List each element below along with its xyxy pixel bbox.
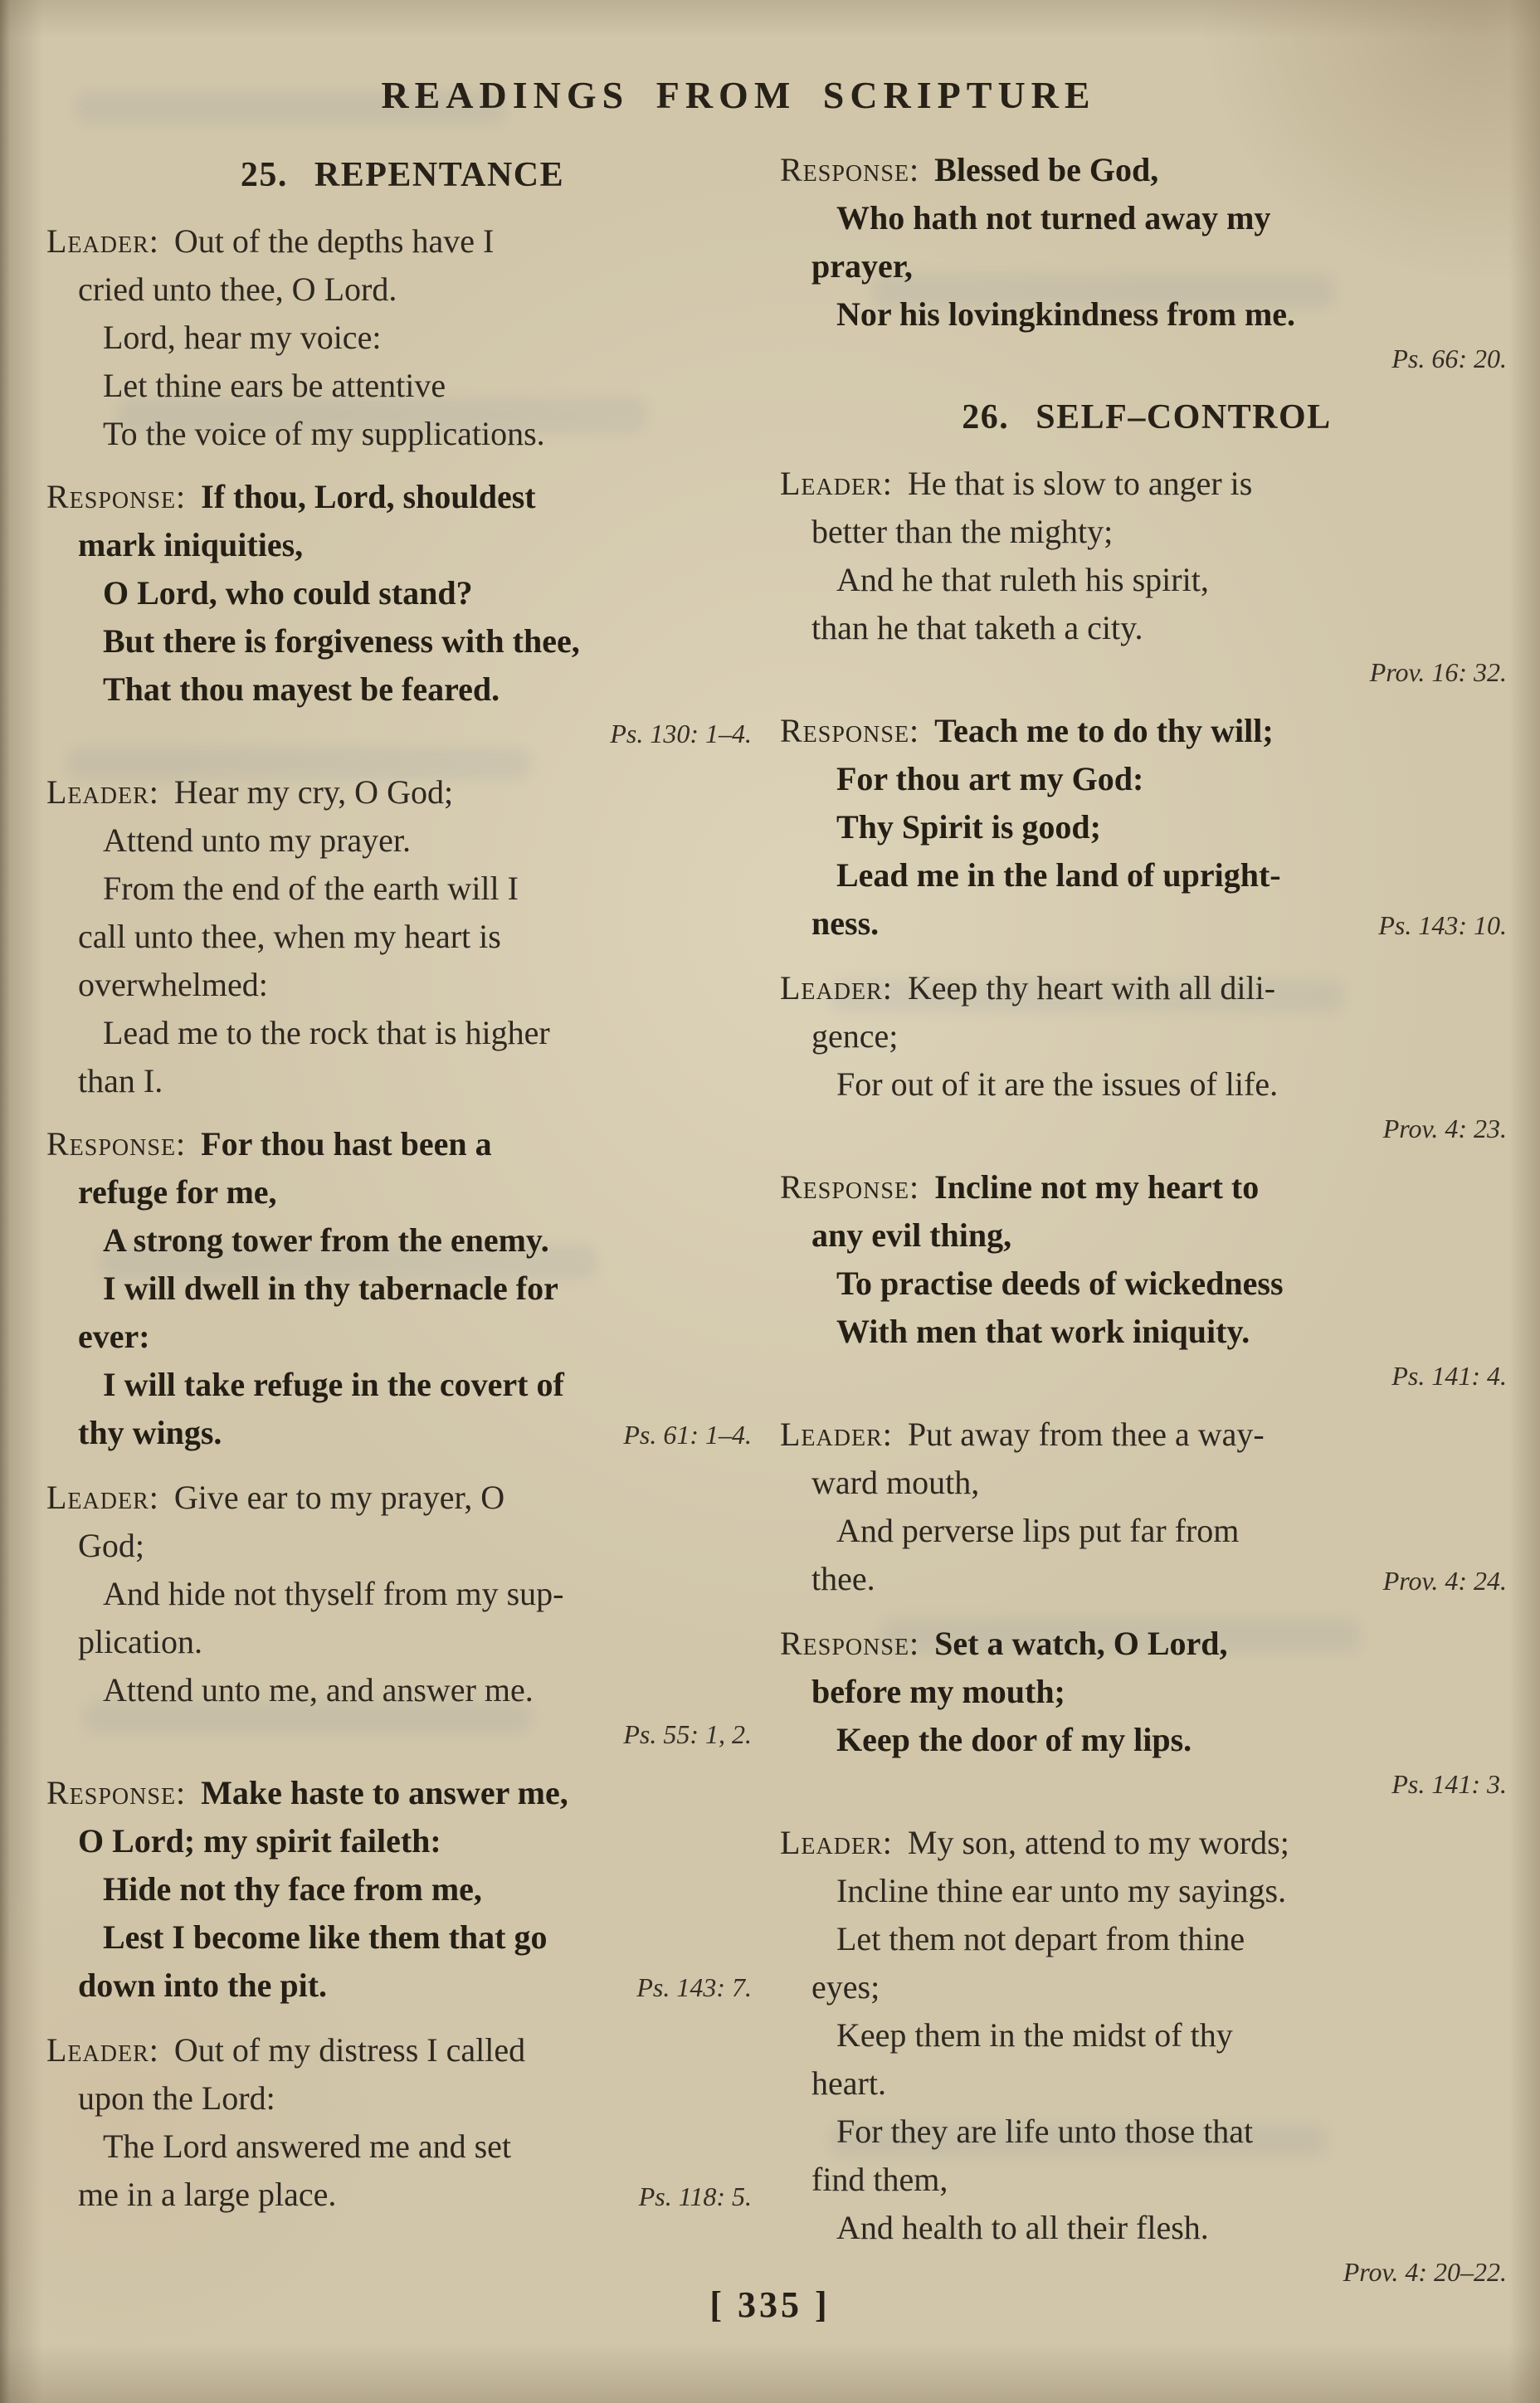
verse-text: And perverse lips put far from bbox=[836, 1512, 1240, 1549]
scripture-ref: Ps. 66: 20. bbox=[1391, 344, 1507, 373]
verse-text: And hide not thyself from my sup- bbox=[103, 1575, 564, 1612]
verse-text: thee. bbox=[811, 1560, 875, 1597]
verse-line bbox=[46, 569, 758, 617]
verse-text: To practise deeds of wickedness bbox=[836, 1265, 1284, 1302]
speaker-label: Response: bbox=[780, 712, 920, 749]
verse-line bbox=[46, 1769, 758, 1817]
utterance bbox=[780, 707, 1513, 949]
verse-line bbox=[780, 1555, 1513, 1605]
verse-line bbox=[780, 899, 1513, 949]
verse-line bbox=[46, 1168, 758, 1216]
verse-text: mark iniquities, bbox=[78, 526, 304, 563]
verse-line bbox=[46, 410, 758, 458]
scripture-ref: Ps. 61: 1–4. bbox=[623, 1420, 752, 1450]
utterance bbox=[780, 1620, 1513, 1804]
verse-line bbox=[780, 556, 1513, 604]
verse-text: eyes; bbox=[811, 1968, 880, 2006]
verse-line bbox=[780, 2156, 1513, 2204]
verse-text: For thou art my God: bbox=[836, 760, 1144, 797]
speaker-label: Response: bbox=[46, 478, 187, 515]
verse-line bbox=[780, 755, 1513, 803]
verse-line bbox=[46, 217, 758, 266]
speaker-label: Response: bbox=[780, 1625, 920, 1662]
verse-line bbox=[780, 1915, 1513, 1963]
verse-line bbox=[780, 1012, 1513, 1060]
verse-text: thy wings. bbox=[78, 1414, 222, 1451]
verse-line bbox=[46, 1120, 758, 1168]
section-title: 26. SELF–CONTROL bbox=[962, 398, 1332, 436]
scripture-ref: Ps. 141: 3. bbox=[1391, 1769, 1507, 1799]
section-title: 25. REPENTANCE bbox=[240, 156, 565, 194]
verse-line bbox=[780, 1867, 1513, 1915]
verse-line bbox=[780, 2108, 1513, 2156]
verse-line bbox=[780, 1668, 1513, 1716]
speaker-label: Leader: bbox=[46, 1479, 159, 1516]
verse-text: Hide not thy face from me, bbox=[103, 1870, 482, 1908]
left-column bbox=[46, 146, 758, 2307]
verse-text: refuge for me, bbox=[78, 1173, 277, 1211]
verse-text: He that is slow to anger is bbox=[907, 465, 1253, 502]
verse-text: Incline not my heart to bbox=[934, 1168, 1260, 1206]
verse-line bbox=[46, 2074, 758, 2123]
verse-text: Teach me to do thy will; bbox=[934, 712, 1274, 749]
text-columns bbox=[46, 146, 1513, 2307]
scripture-ref: Ps. 143: 10. bbox=[1378, 910, 1507, 940]
utterance bbox=[780, 1163, 1513, 1396]
verse-line bbox=[46, 1009, 758, 1057]
verse-line bbox=[46, 1474, 758, 1522]
verse-line bbox=[46, 913, 758, 961]
verse-line bbox=[46, 521, 758, 569]
verse-line bbox=[780, 1963, 1513, 2011]
verse-line bbox=[46, 1962, 758, 2011]
verse-text: me in a large place. bbox=[78, 2176, 337, 2213]
verse-text: Put away from thee a way- bbox=[907, 1416, 1265, 1453]
speaker-label: Leader: bbox=[46, 2031, 159, 2069]
verse-text: Set a watch, O Lord, bbox=[934, 1625, 1228, 1662]
verse-text: cried unto thee, O Lord. bbox=[78, 271, 397, 308]
verse-line bbox=[780, 508, 1513, 556]
utterance bbox=[46, 217, 758, 458]
right-column bbox=[780, 146, 1513, 2307]
verse-text: down into the pit. bbox=[78, 1967, 328, 2004]
speaker-label: Leader: bbox=[780, 1416, 893, 1453]
speaker-label: Response: bbox=[46, 1774, 187, 1811]
verse-line bbox=[46, 362, 758, 410]
verse-text: Lest I become like them that go bbox=[103, 1918, 548, 1956]
verse-text: upon the Lord: bbox=[78, 2079, 275, 2117]
verse-text: heart. bbox=[811, 2064, 886, 2102]
verse-line bbox=[780, 2204, 1513, 2252]
verse-text: O Lord, who could stand? bbox=[103, 574, 473, 612]
verse-text: God; bbox=[78, 1527, 144, 1564]
verse-line bbox=[46, 1570, 758, 1618]
scripture-ref: Ps. 130: 1–4. bbox=[610, 719, 752, 748]
verse-text: overwhelmed: bbox=[78, 966, 268, 1003]
verse-text: My son, attend to my words; bbox=[907, 1824, 1289, 1861]
utterance bbox=[46, 1474, 758, 1754]
verse-line bbox=[46, 1409, 758, 1459]
verse-line bbox=[780, 1163, 1513, 1211]
verse-line bbox=[46, 768, 758, 816]
running-head: READINGS FROM SCRIPTURE bbox=[381, 74, 1096, 116]
verse-text: And health to all their flesh. bbox=[836, 2209, 1209, 2246]
verse-text: Keep the door of my lips. bbox=[836, 1721, 1192, 1758]
verse-line bbox=[46, 2123, 758, 2171]
verse-text: If thou, Lord, shouldest bbox=[201, 478, 536, 515]
verse-line bbox=[46, 473, 758, 521]
verse-line bbox=[780, 290, 1513, 339]
verse-line bbox=[46, 665, 758, 714]
verse-line bbox=[780, 1716, 1513, 1764]
speaker-label: Response: bbox=[780, 151, 920, 188]
verse-text: gence; bbox=[811, 1017, 899, 1055]
verse-text: Attend unto me, and answer me. bbox=[103, 1671, 534, 1708]
page-number: [ 335 ] bbox=[709, 2284, 831, 2325]
verse-line bbox=[46, 1865, 758, 1913]
verse-text: Out of the depths have I bbox=[173, 222, 495, 260]
verse-text: With men that work iniquity. bbox=[836, 1313, 1250, 1350]
verse-line bbox=[780, 851, 1513, 899]
verse-text: ward mouth, bbox=[811, 1464, 980, 1501]
speaker-label: Leader: bbox=[780, 969, 893, 1007]
verse-text: any evil thing, bbox=[811, 1216, 1012, 1254]
verse-text: O Lord; my spirit faileth: bbox=[78, 1822, 441, 1860]
utterance bbox=[780, 146, 1513, 378]
verse-line bbox=[46, 1817, 758, 1865]
verse-line bbox=[780, 2059, 1513, 2108]
verse-line bbox=[46, 1618, 758, 1666]
speaker-label: Response: bbox=[780, 1168, 920, 1206]
speaker-label: Leader: bbox=[46, 773, 159, 811]
scripture-ref: Prov. 4: 24. bbox=[1382, 1566, 1507, 1596]
verse-line bbox=[780, 1620, 1513, 1668]
utterance bbox=[780, 460, 1513, 692]
verse-line bbox=[780, 803, 1513, 851]
verse-text: Nor his lovingkindness from me. bbox=[836, 295, 1296, 333]
verse-line bbox=[46, 314, 758, 362]
verse-line bbox=[46, 816, 758, 865]
utterance bbox=[780, 964, 1513, 1148]
verse-text: find them, bbox=[811, 2161, 948, 2198]
speaker-label: Leader: bbox=[780, 465, 893, 502]
verse-text: Keep them in the midst of thy bbox=[836, 2016, 1233, 2054]
verse-text: Who hath not turned away my bbox=[836, 199, 1271, 236]
verse-line bbox=[46, 1265, 758, 1313]
verse-line bbox=[780, 707, 1513, 755]
verse-line bbox=[46, 1057, 758, 1105]
utterance bbox=[46, 2026, 758, 2220]
verse-line bbox=[780, 460, 1513, 508]
utterance bbox=[46, 473, 758, 753]
verse-text: I will dwell in thy tabernacle for bbox=[103, 1270, 558, 1307]
verse-line bbox=[46, 1313, 758, 1361]
verse-line bbox=[46, 1216, 758, 1265]
verse-line bbox=[780, 1260, 1513, 1308]
verse-line bbox=[780, 1211, 1513, 1260]
verse-text: Blessed be God, bbox=[934, 151, 1159, 188]
verse-text: Lead me in the land of upright- bbox=[836, 856, 1281, 894]
scripture-ref: Ps. 118: 5. bbox=[638, 2181, 752, 2211]
verse-line bbox=[46, 2171, 758, 2220]
verse-line bbox=[46, 266, 758, 314]
scripture-ref: Prov. 4: 20–22. bbox=[1343, 2257, 1507, 2287]
scripture-ref: Prov. 4: 23. bbox=[1382, 1114, 1507, 1143]
verse-text: That thou mayest be feared. bbox=[103, 670, 500, 708]
verse-text: Let them not depart from thine bbox=[836, 1920, 1245, 1957]
verse-line bbox=[780, 146, 1513, 194]
verse-line bbox=[46, 1361, 758, 1409]
verse-text: plication. bbox=[78, 1623, 202, 1660]
speaker-label: Leader: bbox=[780, 1824, 893, 1861]
verse-text: The Lord answered me and set bbox=[103, 2128, 512, 2165]
speaker-label: Leader: bbox=[46, 222, 159, 260]
verse-line bbox=[780, 1507, 1513, 1555]
scripture-ref: Ps. 143: 7. bbox=[636, 1972, 752, 2002]
scripture-ref: Prov. 16: 32. bbox=[1369, 657, 1507, 687]
verse-text: Keep thy heart with all dili- bbox=[907, 969, 1276, 1007]
verse-line bbox=[46, 1913, 758, 1962]
utterance bbox=[780, 1819, 1513, 2292]
verse-text: Attend unto my prayer. bbox=[103, 821, 412, 859]
verse-text: than I. bbox=[78, 1062, 163, 1099]
utterance bbox=[46, 1769, 758, 2011]
verse-line bbox=[46, 865, 758, 913]
verse-line bbox=[780, 1060, 1513, 1109]
verse-text: Make haste to answer me, bbox=[201, 1774, 568, 1811]
verse-text: For thou hast been a bbox=[201, 1125, 492, 1163]
verse-line bbox=[780, 194, 1513, 242]
verse-text: And he that ruleth his spirit, bbox=[836, 561, 1209, 598]
verse-text: Hear my cry, O God; bbox=[173, 773, 454, 811]
utterance bbox=[46, 1120, 758, 1459]
verse-text: From the end of the earth will I bbox=[103, 870, 519, 907]
verse-text: Lord, hear my voice: bbox=[103, 319, 382, 356]
verse-text: A strong tower from the enemy. bbox=[103, 1221, 549, 1259]
verse-line bbox=[46, 1522, 758, 1570]
verse-text: than he that taketh a city. bbox=[811, 609, 1143, 646]
verse-line bbox=[780, 964, 1513, 1012]
verse-text: before my mouth; bbox=[811, 1673, 1065, 1710]
scripture-ref: Ps. 141: 4. bbox=[1391, 1361, 1507, 1391]
verse-line bbox=[780, 1411, 1513, 1459]
verse-line bbox=[780, 1819, 1513, 1867]
utterance bbox=[46, 768, 758, 1105]
verse-text: ness. bbox=[811, 904, 880, 942]
scripture-ref: Ps. 55: 1, 2. bbox=[623, 1719, 752, 1749]
verse-line bbox=[780, 2011, 1513, 2059]
verse-text: Out of my distress I called bbox=[173, 2031, 526, 2069]
verse-text: I will take refuge in the covert of bbox=[103, 1366, 564, 1403]
verse-line bbox=[780, 604, 1513, 652]
verse-text: To the voice of my supplications. bbox=[103, 415, 545, 452]
verse-text: Let thine ears be attentive bbox=[103, 367, 446, 404]
speaker-label: Response: bbox=[46, 1125, 187, 1163]
verse-text: Incline thine ear unto my sayings. bbox=[836, 1872, 1287, 1909]
verse-text: ever: bbox=[78, 1318, 150, 1355]
verse-line bbox=[46, 617, 758, 665]
verse-text: Give ear to my prayer, O bbox=[173, 1479, 505, 1516]
verse-text: For out of it are the issues of life. bbox=[836, 1065, 1279, 1103]
verse-text: better than the mighty; bbox=[811, 513, 1114, 550]
verse-text: Lead me to the rock that is higher bbox=[103, 1014, 550, 1051]
verse-line bbox=[780, 1459, 1513, 1507]
verse-text: Thy Spirit is good; bbox=[836, 808, 1101, 846]
verse-line bbox=[46, 1666, 758, 1714]
verse-line bbox=[46, 2026, 758, 2074]
verse-text: prayer, bbox=[811, 247, 913, 285]
verse-line bbox=[46, 961, 758, 1009]
verse-text: For they are life unto those that bbox=[836, 2113, 1254, 2150]
verse-line bbox=[780, 1308, 1513, 1356]
verse-line bbox=[780, 242, 1513, 290]
verse-text: But there is forgiveness with thee, bbox=[103, 622, 580, 660]
verse-text: call unto thee, when my heart is bbox=[78, 918, 501, 955]
utterance bbox=[780, 1411, 1513, 1605]
